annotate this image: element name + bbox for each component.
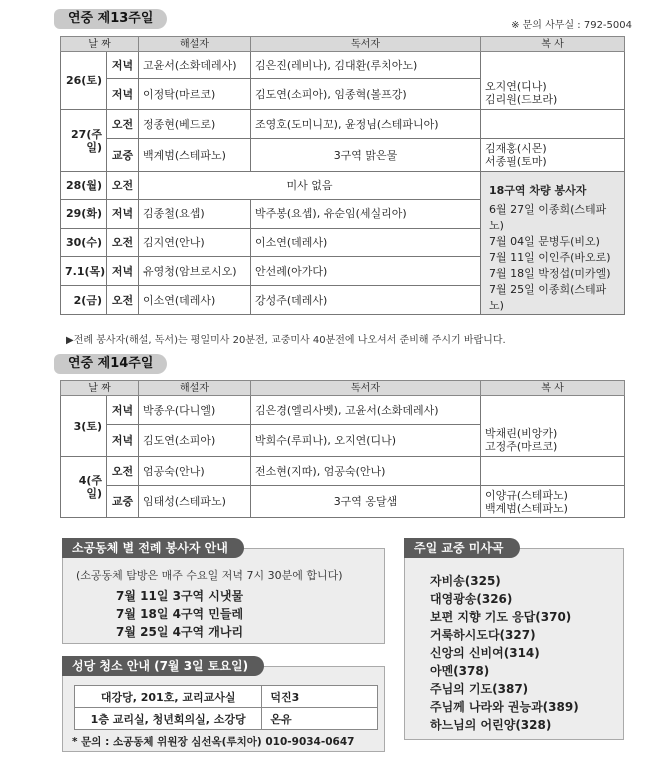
reader-cell: 김은경(엘리사벳), 고윤서(소화데레사) xyxy=(251,396,481,425)
reader-cell: 조영호(도미니꼬), 윤정님(스테파니아) xyxy=(251,110,481,139)
mass-kind: 오전 xyxy=(107,172,139,200)
table-header xyxy=(61,37,625,52)
header-server: 복 사 xyxy=(481,37,625,52)
week14-schedule-table xyxy=(60,380,625,518)
reader-cell: 박희수(루피나), 오지연(디나) xyxy=(251,425,481,457)
list-item: 7월 11일 이인주(바오로) xyxy=(489,251,611,264)
reader-cell: 전소현(지따), 엄공숙(안나) xyxy=(251,457,481,486)
mass-kind: 오전 xyxy=(107,228,139,257)
mass-kind: 교중 xyxy=(107,486,139,518)
week14-title: 연중 제14주일 xyxy=(60,354,167,374)
date-cell: 3(토) xyxy=(61,396,107,457)
commentator-cell: 백계범(스테파노) xyxy=(139,139,251,172)
reader-cell: 박주봉(요셉), 유순임(세실리아) xyxy=(251,199,481,228)
list-item: 7월 18일 박정섭(미카엘) xyxy=(489,267,611,280)
date-cell: 30(수) xyxy=(61,228,107,257)
date-cell: 2(금) xyxy=(61,286,107,315)
commentator-cell: 유영청(암브로시오) xyxy=(139,257,251,286)
table-row xyxy=(61,457,625,486)
date-cell: 4(주일) xyxy=(61,457,107,518)
reader-cell: 3구역 맑은물 xyxy=(251,139,481,172)
header-date: 날 짜 xyxy=(61,381,139,396)
vehicle-title: 18구역 차량 봉사자 xyxy=(489,184,587,197)
week13-title: 연중 제13주일 xyxy=(60,9,167,29)
list-item: 주님께 나라와 권능과(389) xyxy=(430,700,579,714)
date-cell: 7.1(목) xyxy=(61,257,107,286)
header-commentator: 해설자 xyxy=(139,381,251,396)
reader-cell: 안선례(아가다) xyxy=(251,257,481,286)
list-item: 7월 04일 문병두(비오) xyxy=(489,235,600,248)
date-cell: 27(주일) xyxy=(61,110,107,172)
mass-kind: 저녁 xyxy=(107,396,139,425)
no-mass-cell: 미사 없음 xyxy=(139,172,481,200)
mass-kind: 오전 xyxy=(107,286,139,315)
date-cell: 28(월) xyxy=(61,172,107,200)
table-row xyxy=(61,110,625,139)
server-cell xyxy=(481,110,625,139)
reader-cell: 3구역 옹달샘 xyxy=(251,486,481,518)
list-item: 보편 지향 기도 응답(370) xyxy=(430,610,572,624)
list-item: 거룩하시도다(327) xyxy=(430,628,536,642)
commentator-cell: 김지연(안나) xyxy=(139,228,251,257)
server-cell xyxy=(481,457,625,486)
header-server: 복 사 xyxy=(481,381,625,396)
list-item: 6월 27일 이종희(스테파노) xyxy=(489,203,607,232)
reader-cell: 김도연(소피아), 임종혁(볼프강) xyxy=(251,79,481,110)
mass-kind: 오전 xyxy=(107,457,139,486)
list-item: 7월 25일 4구역 개나리 xyxy=(116,625,244,639)
vehicle-volunteers-cell xyxy=(481,172,625,315)
vehicle-list xyxy=(489,202,618,314)
table-row xyxy=(61,139,625,172)
list-item: 주님의 기도(387) xyxy=(430,682,529,696)
server-cell: 오지연(디나) 김리원(드보라) xyxy=(481,52,625,110)
reader-cell: 강성주(데레사) xyxy=(251,286,481,315)
cleaning-place: 대강당, 201호, 교리교사실 xyxy=(75,686,262,708)
commentator-cell: 박종우(다니엘) xyxy=(139,396,251,425)
list-item: 7월 11일 3구역 시냇물 xyxy=(116,589,244,603)
commentator-cell: 김도연(소피아) xyxy=(139,425,251,457)
table-header xyxy=(61,381,625,396)
commentator-cell: 이정탁(마르코) xyxy=(139,79,251,110)
mass-kind: 저녁 xyxy=(107,52,139,79)
table-row xyxy=(61,52,625,79)
header-reader: 독서자 xyxy=(251,381,481,396)
server-cell: 이양규(스테파노) 백계범(스테파노) xyxy=(481,486,625,518)
commentator-cell: 이소연(데레사) xyxy=(139,286,251,315)
server-cell: 김재홍(시몬) 서종필(토마) xyxy=(481,139,625,172)
list-item: 7월 18일 4구역 민들레 xyxy=(116,607,244,621)
server-cell: 박채린(비앙카) 고정주(마르코) xyxy=(481,396,625,457)
hymns-list xyxy=(430,572,579,734)
header-reader: 독서자 xyxy=(251,37,481,52)
cleaning-group: 덕진3 xyxy=(262,686,378,708)
hymns-title: 주일 교중 미사곡 xyxy=(404,538,520,558)
commentator-cell: 임태성(스테파노) xyxy=(139,486,251,518)
header-commentator: 해설자 xyxy=(139,37,251,52)
reader-cell: 김은진(레비나), 김대환(루치아노) xyxy=(251,52,481,79)
list-item: 대영광송(326) xyxy=(430,592,513,606)
commentator-cell: 김종철(요셉) xyxy=(139,199,251,228)
mass-kind: 저녁 xyxy=(107,79,139,110)
commentator-cell: 엄공숙(안나) xyxy=(139,457,251,486)
header-date: 날 짜 xyxy=(61,37,139,52)
list-item: 하느님의 어린양(328) xyxy=(430,718,552,732)
list-item: 7월 25일 이종희(스테파노) xyxy=(489,283,607,312)
cleaning-group: 온유 xyxy=(262,708,378,730)
cleaning-table xyxy=(74,685,378,730)
list-item: 자비송(325) xyxy=(430,574,501,588)
table-row xyxy=(61,486,625,518)
reader-cell: 이소연(데레사) xyxy=(251,228,481,257)
table-row xyxy=(61,396,625,425)
list-item: 아멘(378) xyxy=(430,664,490,678)
commentator-cell: 고윤서(소화데레사) xyxy=(139,52,251,79)
mass-kind: 저녁 xyxy=(107,199,139,228)
date-cell: 26(토) xyxy=(61,52,107,110)
table-row xyxy=(61,172,625,200)
cleaning-contact: * 문의 : 소공동체 위원장 심선옥(루치아) 010-9034-0647 xyxy=(72,736,355,748)
community-subtitle: (소공동체 탐방은 매주 수요일 저녁 7시 30분에 합니다) xyxy=(76,569,343,582)
cleaning-title: 성당 청소 안내 (7월 3일 토요일) xyxy=(62,656,264,676)
mass-kind: 교중 xyxy=(107,139,139,172)
list-item: 신앙의 신비여(314) xyxy=(430,646,540,660)
cleaning-place: 1층 교리실, 청년회의실, 소강당 xyxy=(75,708,262,730)
date-cell: 29(화) xyxy=(61,199,107,228)
week13-schedule-table xyxy=(60,36,625,315)
community-title: 소공동체 별 전례 봉사자 안내 xyxy=(62,538,244,558)
mass-kind: 저녁 xyxy=(107,425,139,457)
volunteer-note: ▶전례 봉사자(해설, 독서)는 평일미사 20분전, 교중미사 40분전에 나오셔서 준비해 주시기 바랍니다. xyxy=(66,335,506,346)
table-row xyxy=(75,686,378,708)
office-contact: ※ 문의 사무실 : 792-5004 xyxy=(511,20,632,31)
mass-kind: 저녁 xyxy=(107,257,139,286)
table-row xyxy=(75,708,378,730)
mass-kind: 오전 xyxy=(107,110,139,139)
commentator-cell: 정종현(베드로) xyxy=(139,110,251,139)
